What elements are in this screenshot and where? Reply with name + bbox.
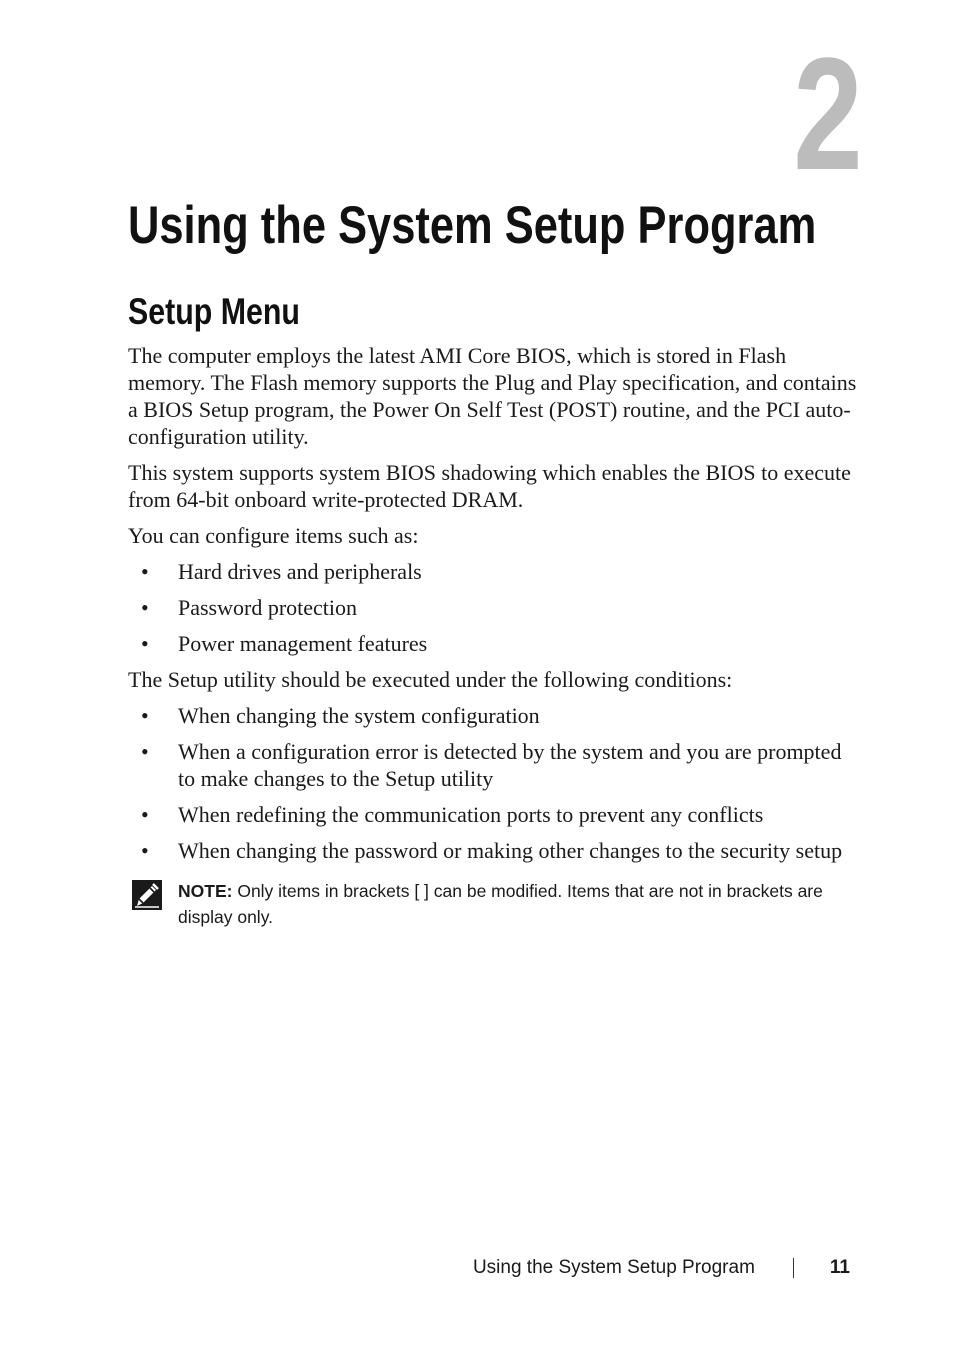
list-item bbox=[128, 702, 858, 729]
note-block bbox=[128, 878, 858, 930]
list-item-text: Password protection bbox=[178, 595, 358, 620]
shadowing-paragraph: This system supports system BIOS shadowing which enables the BIOS to execute from 64-bit onboard write-protected DRAM. bbox=[128, 460, 851, 512]
chapter-title: Using the System Setup Program bbox=[128, 196, 817, 255]
bullet-icon: • bbox=[141, 838, 149, 863]
bullet-icon: • bbox=[141, 802, 149, 827]
chapter-number: 2 bbox=[793, 24, 858, 203]
list-item-text: Power management features bbox=[178, 631, 428, 656]
intro-paragraph: The computer employs the latest AMI Core BIOS, which is stored in Flash memory. The Flash memory supports the Plug and Play specification, and contains a BIOS Setup program, the Power On Self Test (POST) routine, and the PCI auto-configuration utility. bbox=[128, 343, 857, 449]
bullet-icon: • bbox=[141, 739, 149, 764]
page-footer bbox=[473, 1254, 850, 1282]
section-title: Setup Menu bbox=[128, 291, 300, 332]
list-item-text: When redefining the communication ports to prevent any conflicts bbox=[178, 802, 764, 827]
bullet-icon: • bbox=[141, 595, 149, 620]
configure-intro-paragraph: You can configure items such as: bbox=[128, 523, 419, 548]
list-item-text: When changing the password or making other changes to the security setup bbox=[178, 838, 843, 863]
bullet-icon: • bbox=[141, 631, 149, 656]
note-label: NOTE: bbox=[178, 881, 233, 901]
conditions-list bbox=[128, 702, 858, 864]
list-item-text: When changing the system configuration bbox=[178, 703, 540, 728]
list-item bbox=[128, 801, 858, 828]
list-item bbox=[128, 630, 858, 657]
running-title: Using the System Setup Program bbox=[472, 1257, 755, 1278]
body-text bbox=[128, 342, 858, 930]
list-item-text: Hard drives and peripherals bbox=[178, 559, 422, 584]
note-text: Only items in brackets [ ] can be modified. Items that are not in brackets are display only. bbox=[178, 881, 823, 927]
list-item bbox=[128, 594, 858, 621]
bullet-icon: • bbox=[141, 559, 149, 584]
list-item bbox=[128, 837, 858, 864]
list-item bbox=[128, 738, 858, 792]
bullet-icon: • bbox=[141, 703, 149, 728]
configure-items-list bbox=[128, 558, 858, 657]
pencil-note-icon bbox=[132, 880, 162, 910]
list-item-text: When a configuration error is detected by the system and you are prompted to make changes to the Setup utility bbox=[178, 739, 842, 791]
page-number: 11 bbox=[829, 1257, 850, 1278]
conditions-intro-paragraph: The Setup utility should be executed under the following conditions: bbox=[128, 667, 733, 692]
list-item bbox=[128, 558, 858, 585]
footer-divider bbox=[793, 1258, 794, 1278]
